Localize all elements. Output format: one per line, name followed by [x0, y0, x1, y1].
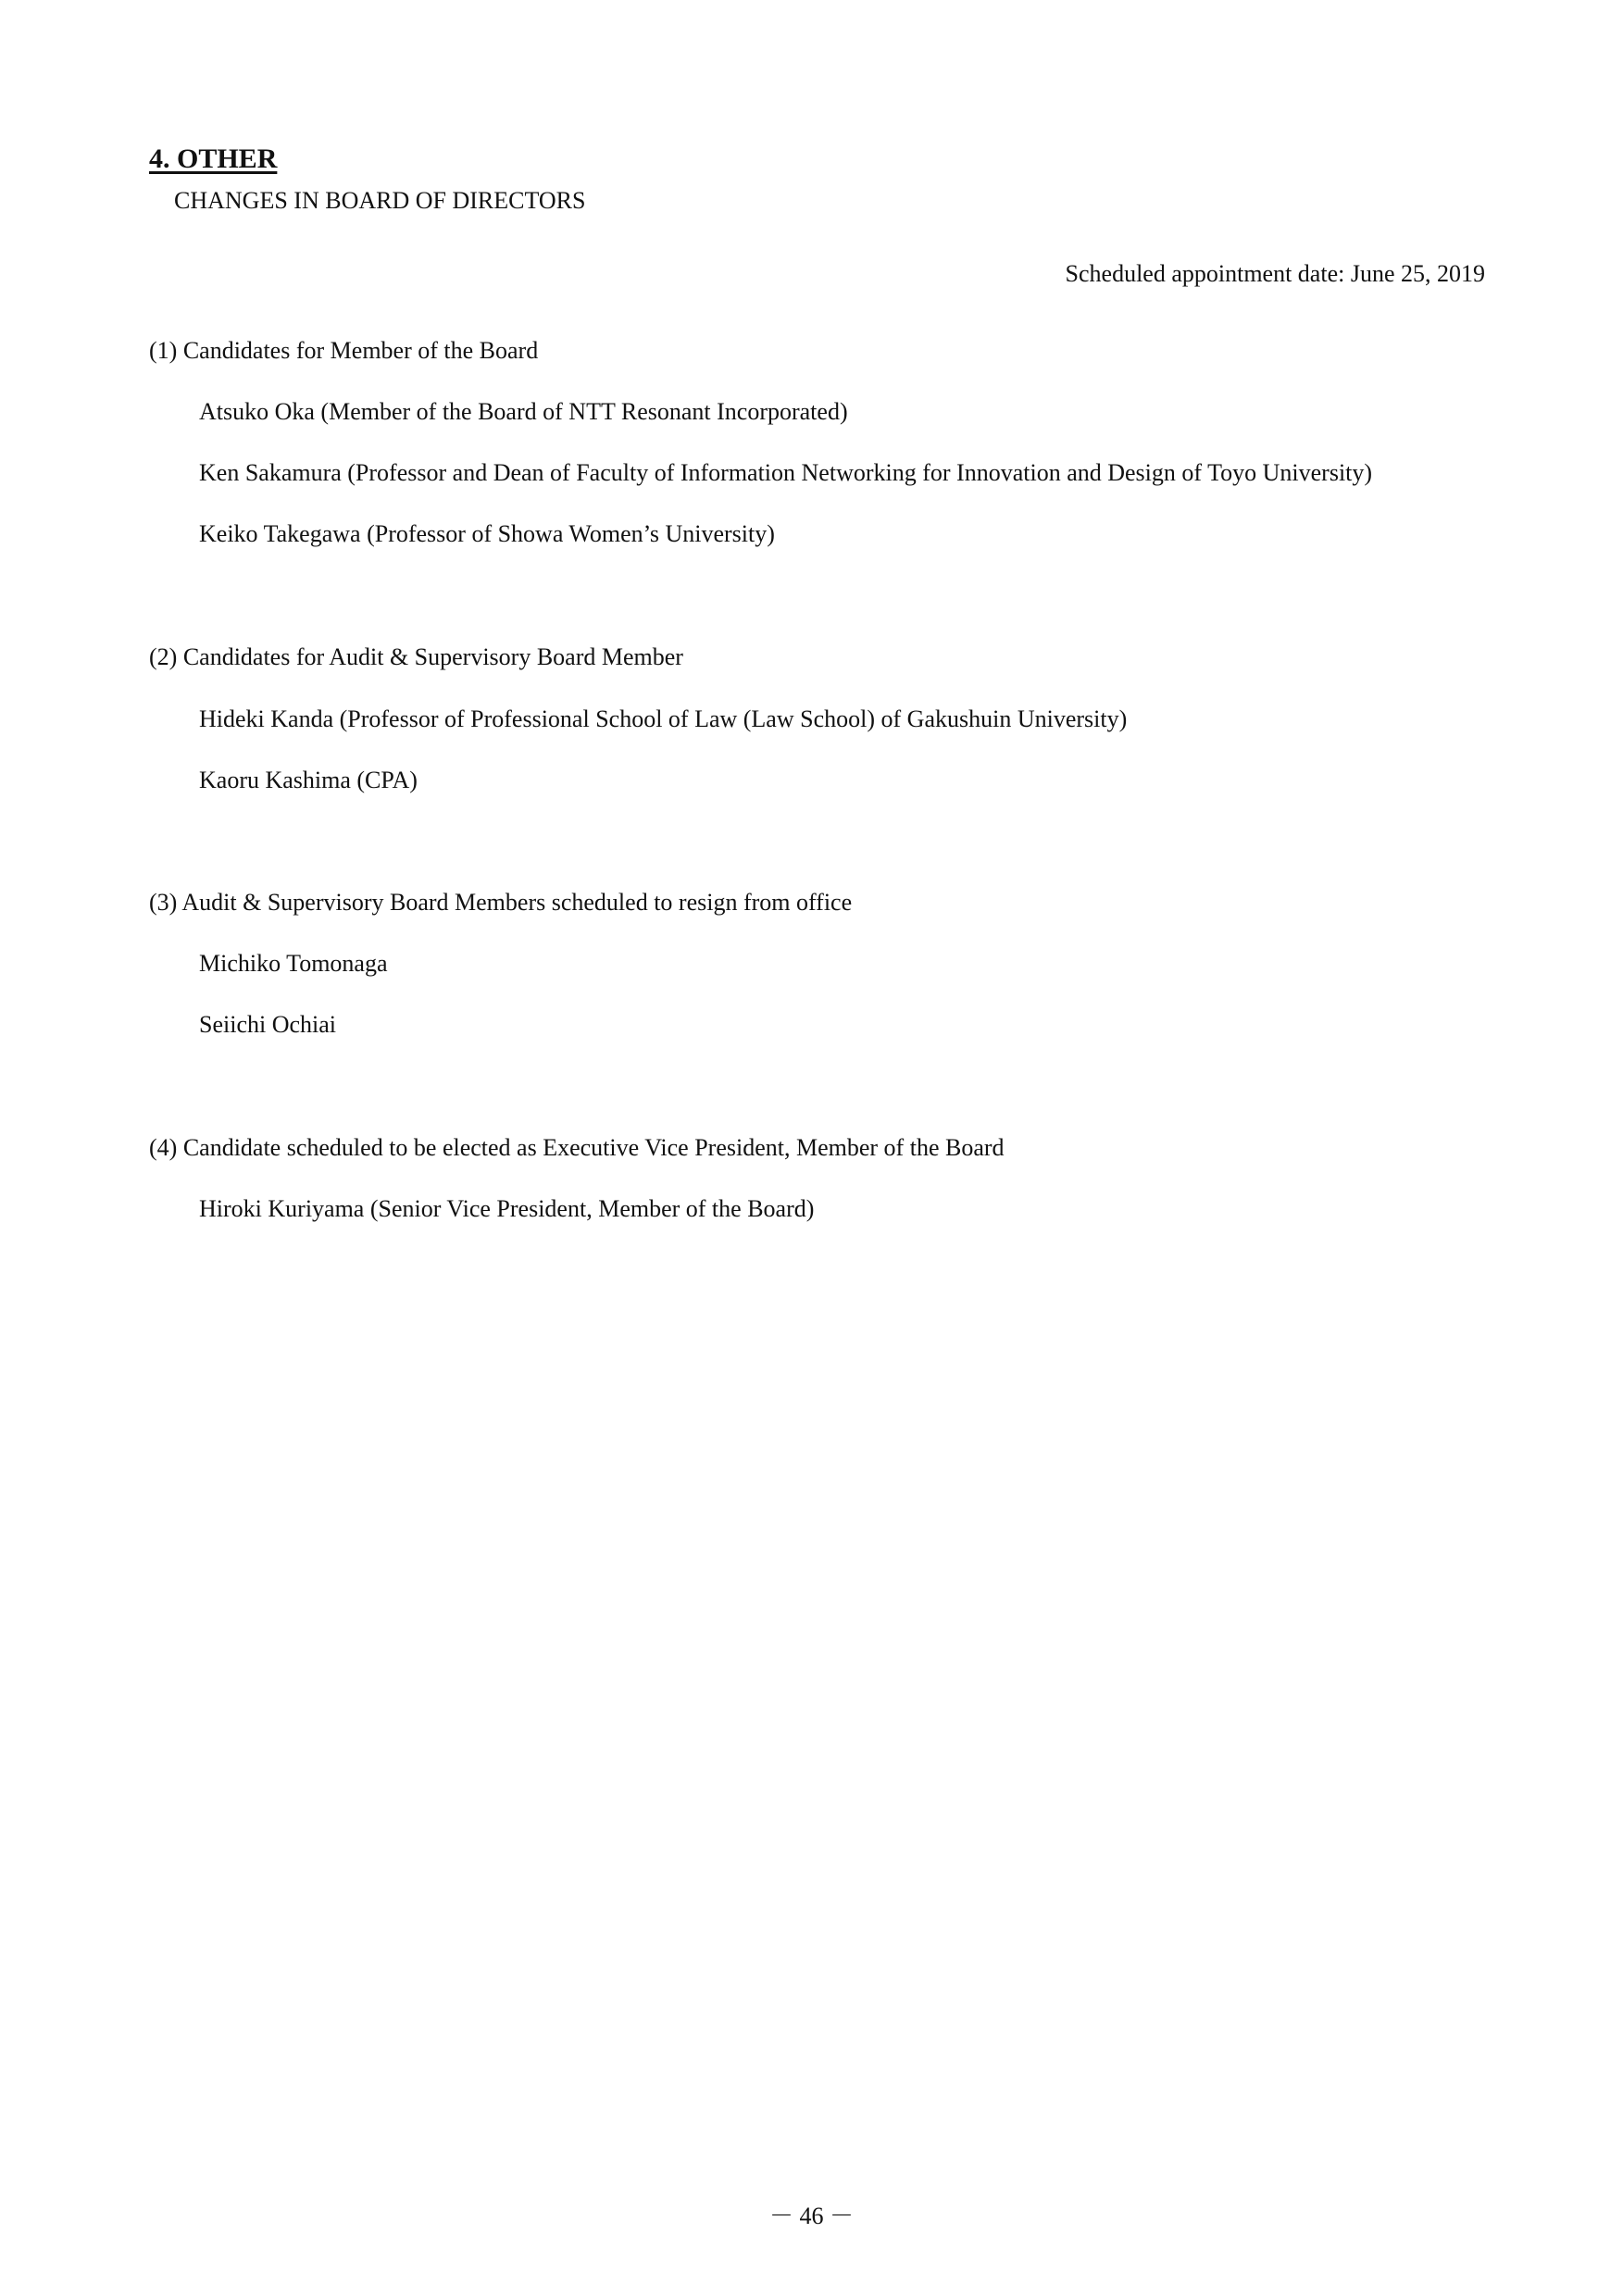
page-number: － 46 －: [768, 2202, 854, 2229]
person-item: Seiichi Ochiai: [199, 1011, 337, 1038]
person-item: Ken Sakamura (Professor and Dean of Faculty of Information Networking for Innovation and Design of Toyo University): [199, 459, 1373, 486]
person-item: Atsuko Oka (Member of the Board of NTT Resonant Incorporated): [199, 398, 848, 425]
person-item: Michiko Tomonaga: [199, 950, 388, 977]
section-heading: 4. OTHER: [149, 144, 278, 174]
person-item: Keiko Takegawa (Professor of Showa Women’s University): [199, 520, 775, 547]
group-heading-audit-candidates: (2) Candidates for Audit & Supervisory Board Member: [149, 643, 683, 670]
group-heading-board-candidates: (1) Candidates for Member of the Board: [149, 337, 539, 364]
person-item: Hideki Kanda (Professor of Professional School of Law (Law School) of Gakushuin University): [199, 705, 1128, 732]
group-heading-executive-vp: (4) Candidate scheduled to be elected as Executive Vice President, Member of the Board: [149, 1134, 1005, 1161]
group-heading-resigning-members: (3) Audit & Supervisory Board Members scheduled to resign from office: [149, 889, 853, 916]
person-item: Kaoru Kashima (CPA): [199, 767, 418, 793]
person-item: Hiroki Kuriyama (Senior Vice President, Member of the Board): [199, 1195, 815, 1222]
section-subheading: CHANGES IN BOARD OF DIRECTORS: [174, 187, 586, 214]
appointment-date: Scheduled appointment date: June 25, 2019: [1065, 260, 1485, 287]
